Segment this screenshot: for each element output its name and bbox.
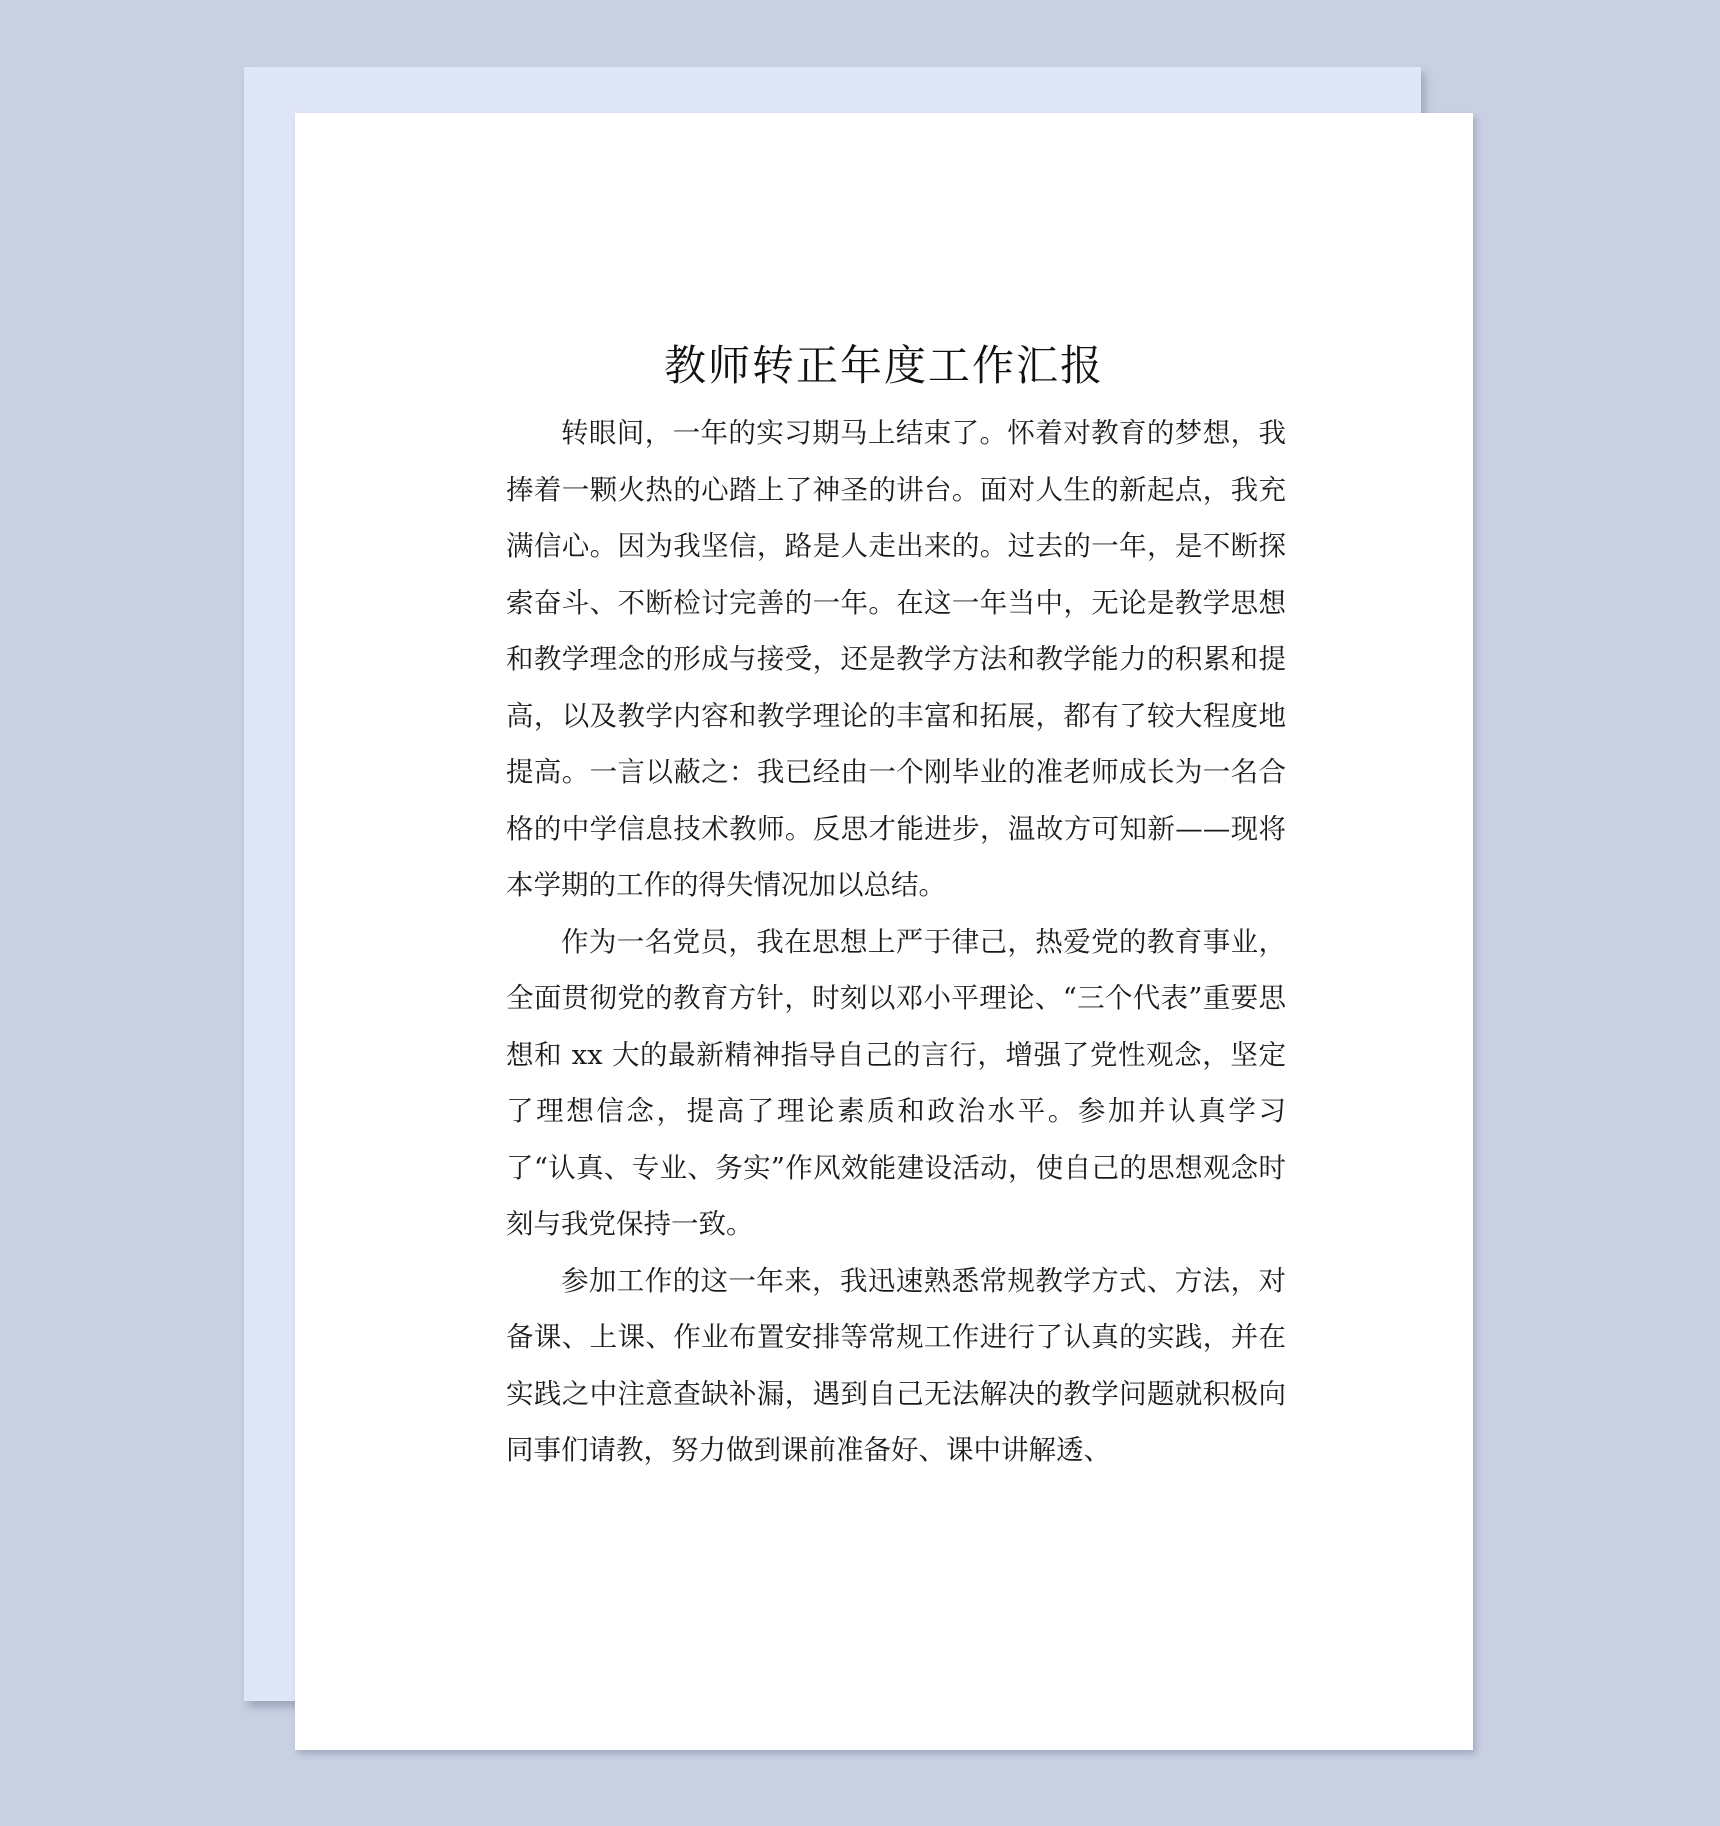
paragraph-2: 作为一名党员，我在思想上严于律己，热爱党的教育事业，全面贯彻党的教育方针，时刻以邓小平理论、“三个代表”重要思想和 xx 大的最新精神指导自己的言行，增强了党性观念，坚定了理想信念，提高了理论素质和政治水平。参加并认真学习了“认真、专业、务实”作风效能建设活动，使自己的思想观念时刻与我党保持一致。 <box>506 925 1286 1240</box>
paragraph-3: 参加工作的这一年来，我迅速熟悉常规教学方式、方法，对备课、上课、作业布置安排等常规工作进行了认真的实践，并在实践之中注意查缺补漏，遇到自己无法解决的教学问题就积极向同事们请教，努力做到课前准备好、课中讲解透、 <box>506 1264 1286 1466</box>
document-body <box>506 405 1286 1479</box>
document-title: 教师转正年度工作汇报 <box>663 341 1104 390</box>
front-page-sheet <box>295 113 1473 1750</box>
paragraph-1: 转眼间，一年的实习期马上结束了。怀着对教育的梦想，我捧着一颗火热的心踏上了神圣的讲台。面对人生的新起点，我充满信心。因为我坚信，路是人走出来的。过去的一年，是不断探索奋斗、不断检讨完善的一年。在这一年当中，无论是教学思想和教学理念的形成与接受，还是教学方法和教学能力的积累和提高，以及教学内容和教学理论的丰富和拓展，都有了较大程度地提高。一言以蔽之：我已经由一个刚毕业的准老师成长为一名合格的中学信息技术教师。反思才能进步，温故方可知新——现将本学期的工作的得失情况加以总结。 <box>506 417 1286 901</box>
